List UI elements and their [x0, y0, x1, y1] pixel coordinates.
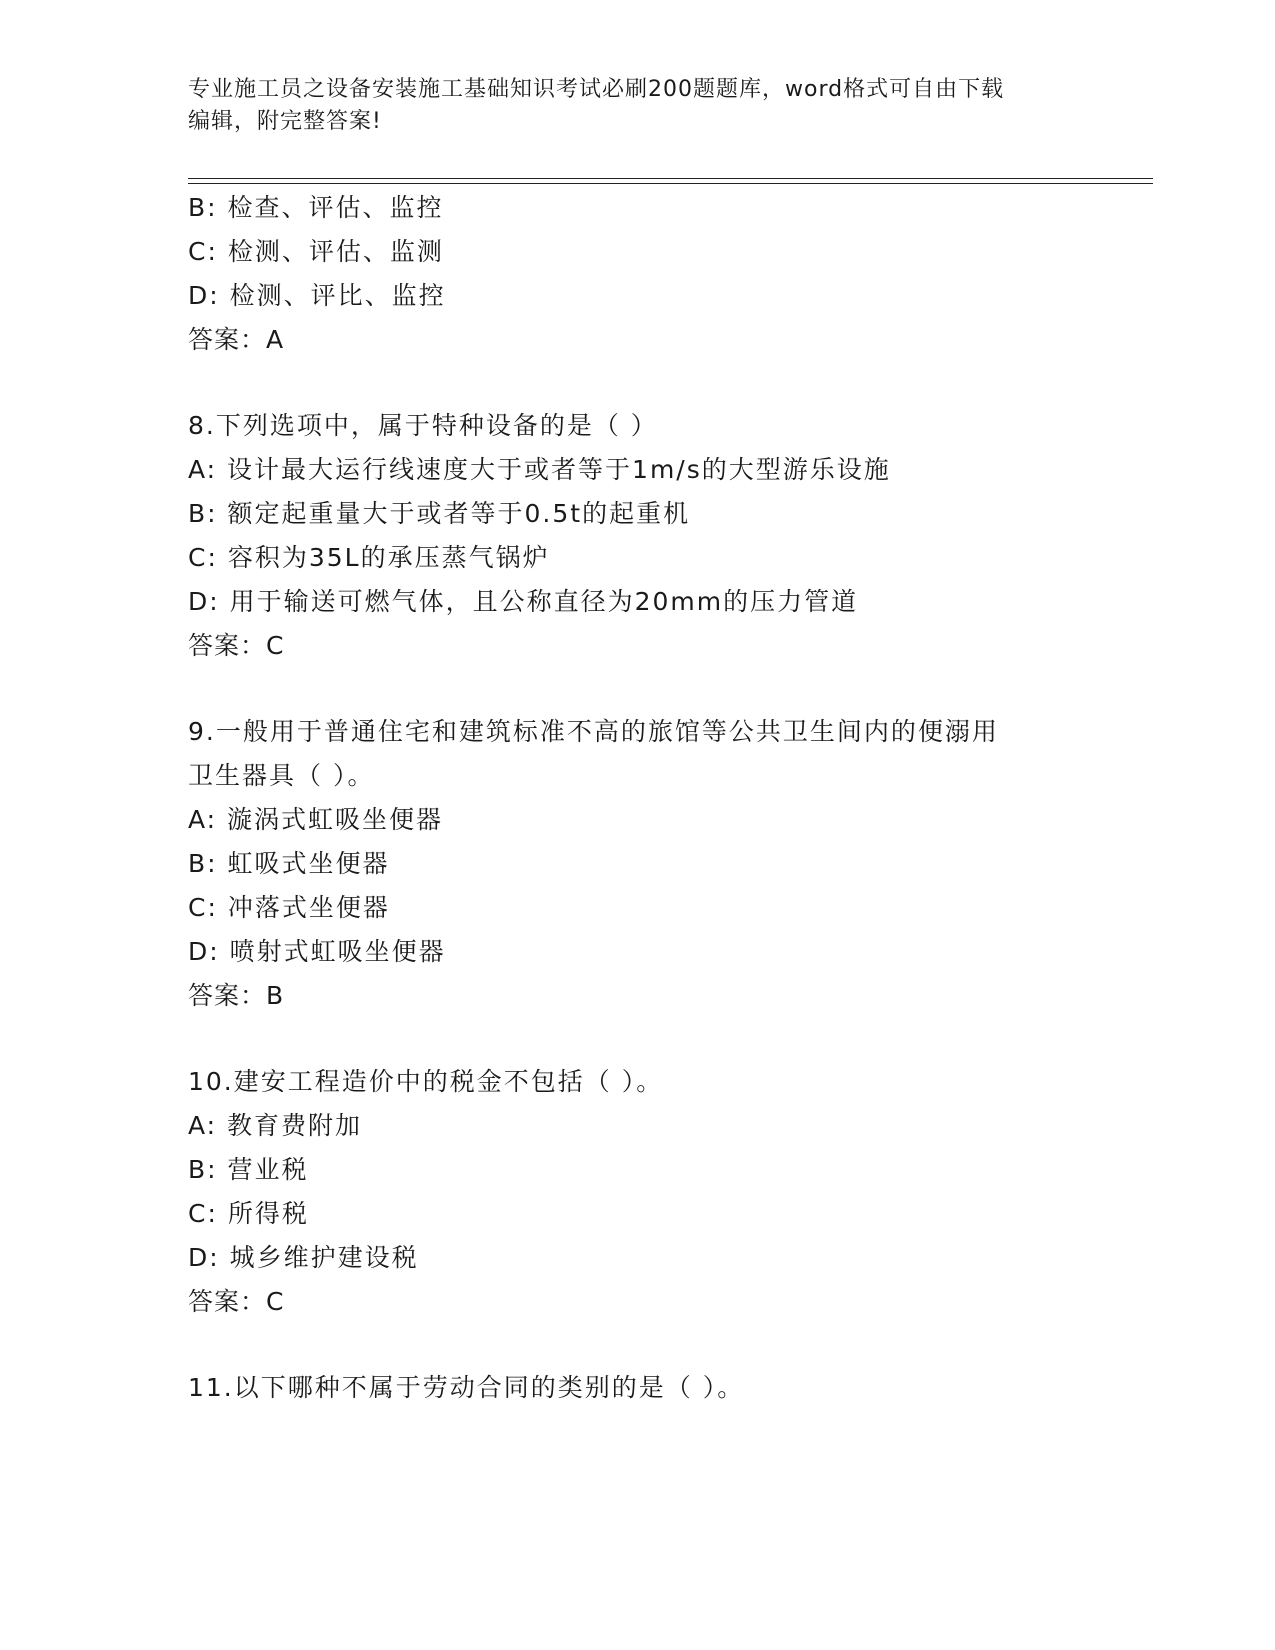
q8-option-c: C: 容积为35L的承压蒸气锅炉 — [188, 543, 550, 572]
q10-option-c: C: 所得税 — [188, 1199, 309, 1228]
q10-option-d: D: 城乡维护建设税 — [188, 1243, 419, 1272]
q9-option-a: A: 漩涡式虹吸坐便器 — [188, 805, 444, 834]
q8-option-a: A: 设计最大运行线速度大于或者等于1m/s的大型游乐设施 — [188, 455, 891, 484]
q8-option-d: D: 用于输送可燃气体，且公称直径为20mm的压力管道 — [188, 587, 859, 616]
q10-option-b: B: 营业税 — [188, 1155, 309, 1184]
q9-answer: 答案：B — [188, 981, 285, 1010]
q7-option-b: B: 检查、评估、监控 — [188, 193, 444, 222]
header-divider-bottom — [188, 183, 1153, 184]
q9-option-c: C: 冲落式坐便器 — [188, 893, 390, 922]
q7-option-c: C: 检测、评估、监测 — [188, 237, 444, 266]
q9-question-line-1: 9.一般用于普通住宅和建筑标准不高的旅馆等公共卫生间内的便溺用 — [188, 717, 999, 746]
q8-option-b: B: 额定起重量大于或者等于0.5t的起重机 — [188, 499, 691, 528]
q9-option-d: D: 喷射式虹吸坐便器 — [188, 937, 446, 966]
header-title-line-2: 编辑，附完整答案! — [188, 109, 382, 134]
q9-question-line-2: 卫生器具（ ）。 — [188, 761, 375, 790]
q10-question: 10.建安工程造价中的税金不包括（ ）。 — [188, 1067, 664, 1096]
q8-question: 8.下列选项中，属于特种设备的是（ ） — [188, 411, 658, 440]
q11-question: 11.以下哪种不属于劳动合同的类别的是（ ）。 — [188, 1373, 745, 1402]
document-header — [188, 74, 1088, 138]
q10-answer: 答案：C — [188, 1287, 285, 1316]
header-title-line-1: 专业施工员之设备安装施工基础知识考试必刷200题题库，word格式可自由下载 — [188, 77, 1005, 102]
q10-option-a: A: 教育费附加 — [188, 1111, 363, 1140]
q7-option-d: D: 检测、评比、监控 — [188, 281, 446, 310]
header-divider-top — [188, 178, 1153, 179]
q9-option-b: B: 虹吸式坐便器 — [188, 849, 390, 878]
q8-answer: 答案：C — [188, 631, 285, 660]
q7-answer: 答案：A — [188, 325, 285, 354]
